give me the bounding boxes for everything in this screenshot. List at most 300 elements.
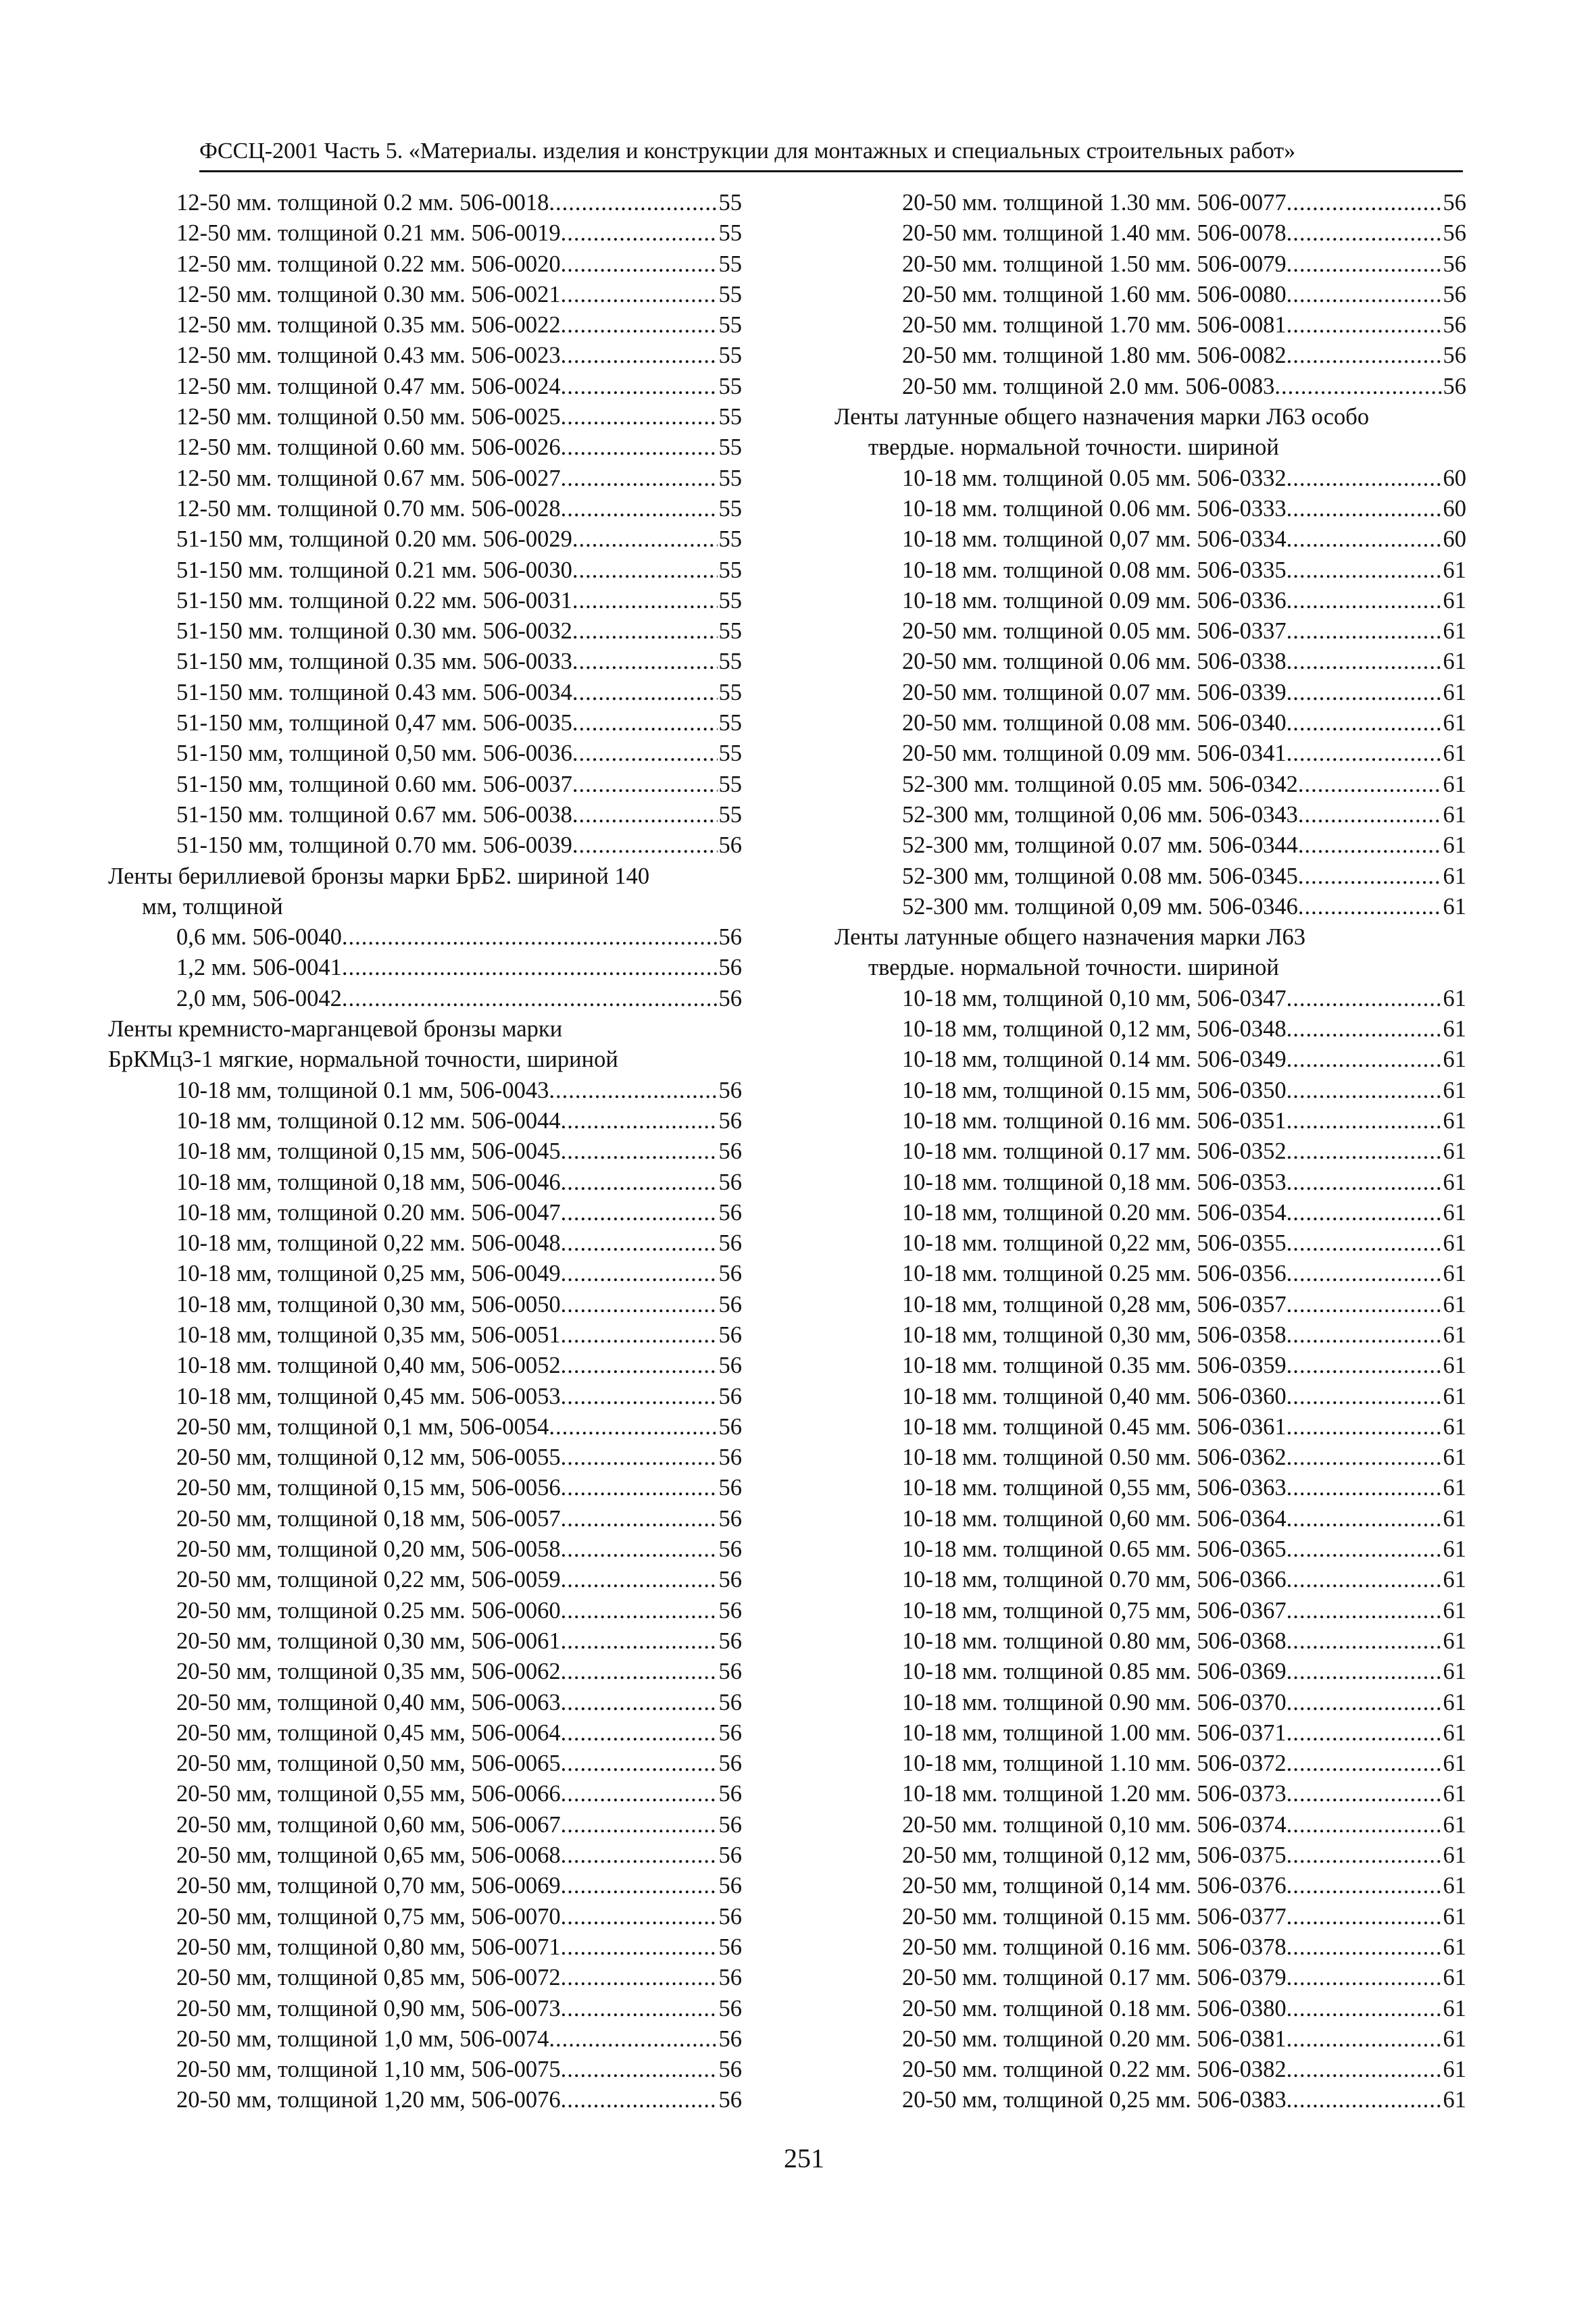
entry-text: 20-50 мм. толщиной 0.05 мм. 506-0337 <box>902 618 1287 645</box>
entry-page-number: 61 <box>1443 2087 1466 2113</box>
dot-leader <box>561 494 718 524</box>
dot-leader <box>561 1136 718 1167</box>
entry-text: 20-50 мм, толщиной 0,15 мм, 506-0056 <box>176 1475 561 1501</box>
index-entry <box>108 2055 742 2085</box>
entry-page-number: 55 <box>718 801 742 828</box>
dot-leader <box>572 647 718 677</box>
index-entry <box>834 1167 1466 1198</box>
index-entry <box>834 586 1466 616</box>
index-entry <box>834 1565 1466 1595</box>
dot-leader <box>549 1076 717 1106</box>
index-entry <box>108 1718 742 1749</box>
entry-page-number: 61 <box>1443 893 1466 920</box>
dot-leader <box>561 1228 718 1259</box>
entry-page-number: 55 <box>718 343 742 369</box>
entry-page-number: 61 <box>1443 1567 1466 1593</box>
entry-text: 51-150 мм. толщиной 0.22 мм. 506-0031 <box>176 587 572 613</box>
entry-text: 12-50 мм. толщиной 0.22 мм. 506-0020 <box>176 251 561 277</box>
index-entry <box>834 1718 1466 1749</box>
index-entry <box>834 1779 1466 1809</box>
index-entry <box>834 1932 1466 1963</box>
entry-page-number: 61 <box>1443 1199 1466 1226</box>
entry-page-number: 61 <box>1443 1322 1466 1348</box>
entry-page-number: 56 <box>718 2087 742 2113</box>
index-entry <box>834 1290 1466 1320</box>
index-entry <box>108 953 742 983</box>
entry-page-number: 61 <box>1443 618 1466 645</box>
entry-page-number: 56 <box>718 1659 742 1685</box>
dot-leader <box>572 586 718 616</box>
index-entry <box>108 494 742 524</box>
entry-text: 20-50 мм, толщиной 0,90 мм, 506-0073 <box>176 1995 561 2021</box>
dot-leader <box>1287 555 1442 586</box>
entry-page-number: 61 <box>1443 1505 1466 1532</box>
entry-text: 20-50 мм, толщиной 0.25 мм. 506-0060 <box>176 1597 561 1624</box>
entry-page-number: 56 <box>718 2057 742 2083</box>
section-heading: Ленты бериллиевой бронзы марки БрБ2. шириной 140 <box>108 863 650 889</box>
dot-leader <box>549 188 717 218</box>
right-column <box>834 188 1466 2116</box>
index-entry <box>834 1442 1466 1473</box>
dot-leader <box>561 1382 718 1412</box>
dot-leader <box>561 1198 718 1228</box>
index-entry <box>108 310 742 341</box>
entry-page-number: 55 <box>718 495 742 522</box>
entry-page-number: 61 <box>1443 1107 1466 1134</box>
index-entry <box>108 1076 742 1106</box>
dot-leader <box>561 1565 718 1595</box>
dot-leader <box>572 524 718 555</box>
dot-leader <box>1287 1382 1442 1412</box>
index-entry <box>108 1840 742 1871</box>
page-header: ФССЦ-2001 Часть 5. «Материалы. изделия и конструкции для монтажных и специальных строительных работ» <box>199 139 1296 164</box>
dot-leader <box>561 1596 718 1626</box>
dot-leader <box>561 432 718 463</box>
entry-page-number: 56 <box>718 1567 742 1593</box>
dot-leader <box>572 616 718 647</box>
index-entry <box>834 1657 1466 1687</box>
dot-leader <box>561 1534 718 1565</box>
entry-page-number: 56 <box>718 1413 742 1440</box>
entry-text: 2,0 мм, 506-0042 <box>176 985 342 1011</box>
dot-leader <box>572 800 718 830</box>
index-entry <box>834 1810 1466 1840</box>
entry-page-number: 61 <box>1443 771 1466 797</box>
entry-page-number: 61 <box>1443 740 1466 767</box>
entry-text: 10-18 мм, толщиной 0,18 мм, 506-0046 <box>176 1169 561 1195</box>
dot-leader <box>572 770 718 800</box>
index-entry <box>834 463 1466 494</box>
dot-leader <box>1287 1871 1442 1901</box>
index-entry <box>108 647 742 677</box>
entry-text: 20-50 мм, толщиной 0,60 мм, 506-0067 <box>176 1811 561 1838</box>
index-entry <box>834 188 1466 218</box>
entry-page-number: 61 <box>1443 1811 1466 1838</box>
entry-page-number: 61 <box>1443 1230 1466 1257</box>
entry-text: 12-50 мм. толщиной 0.47 мм. 506-0024 <box>176 373 561 399</box>
entry-page-number: 56 <box>718 924 742 951</box>
entry-text: 20-50 мм. толщиной 1.60 мм. 506-0080 <box>902 281 1287 307</box>
dot-leader <box>1287 1228 1442 1259</box>
entry-page-number: 55 <box>718 220 742 247</box>
entry-text: 20-50 мм. толщиной 0.07 мм. 506-0339 <box>902 679 1287 705</box>
index-entry <box>108 188 742 218</box>
entry-text: 10-18 мм, толщиной 0,28 мм, 506-0357 <box>902 1291 1287 1317</box>
dot-leader <box>561 1657 718 1687</box>
dot-leader <box>561 1963 718 1993</box>
dot-leader <box>572 678 718 708</box>
dot-leader <box>342 984 718 1014</box>
entry-page-number: 60 <box>1443 526 1466 553</box>
entry-text: 20-50 мм, толщиной 0,65 мм, 506-0068 <box>176 1842 561 1869</box>
dot-leader <box>1287 1718 1442 1749</box>
entry-text: 51-150 мм. толщиной 0.21 мм. 506-0030 <box>176 557 572 583</box>
dot-leader <box>561 1840 718 1871</box>
dot-leader <box>1287 1688 1442 1718</box>
entry-page-number: 61 <box>1443 1291 1466 1317</box>
dot-leader <box>1287 2024 1442 2055</box>
index-entry <box>108 2024 742 2055</box>
entry-text: 10-18 мм. толщиной 0,18 мм. 506-0353 <box>902 1169 1287 1195</box>
dot-leader <box>1287 2085 1442 2115</box>
index-entry <box>108 1657 742 1687</box>
entry-text: 10-18 мм, толщиной 0.14 мм. 506-0349 <box>902 1047 1287 1073</box>
index-entry <box>834 1412 1466 1442</box>
entry-page-number: 56 <box>718 1169 742 1195</box>
entry-text: 10-18 мм. толщиной 0.35 мм. 506-0359 <box>902 1353 1287 1379</box>
index-entry <box>108 1320 742 1351</box>
entry-text: 20-50 мм, толщиной 0,50 мм, 506-0065 <box>176 1751 561 1777</box>
entry-page-number: 55 <box>718 465 742 491</box>
index-entry <box>834 2055 1466 2085</box>
entry-page-number: 56 <box>718 1261 742 1287</box>
dot-leader <box>1298 770 1442 800</box>
entry-text: 51-150 мм, толщиной 0.35 мм. 506-0033 <box>176 649 572 675</box>
entry-text: 10-18 мм. толщиной 0.80 мм, 506-0368 <box>902 1628 1287 1654</box>
dot-leader <box>561 1504 718 1534</box>
dot-leader <box>1287 984 1442 1014</box>
entry-text: 10-18 мм. толщиной 0,55 мм, 506-0363 <box>902 1475 1287 1501</box>
entry-page-number: 60 <box>1443 465 1466 491</box>
index-entry <box>108 1167 742 1198</box>
index-entry <box>834 1871 1466 1901</box>
index-entry <box>108 922 742 953</box>
index-entry <box>834 1136 1466 1167</box>
dot-leader <box>572 708 718 738</box>
dot-leader <box>1287 1076 1442 1106</box>
entry-page-number: 55 <box>718 679 742 705</box>
section-heading: твердые. нормальной точности. шириной <box>868 955 1279 981</box>
index-entry <box>834 861 1466 892</box>
entry-page-number: 55 <box>718 710 742 736</box>
entry-text: 12-50 мм. толщиной 0.30 мм. 506-0021 <box>176 281 561 307</box>
index-entry <box>834 280 1466 310</box>
index-entry <box>834 1626 1466 1657</box>
entry-page-number: 61 <box>1443 863 1466 889</box>
entry-page-number: 61 <box>1443 1016 1466 1042</box>
dot-leader <box>1287 738 1442 769</box>
index-entry <box>834 1749 1466 1779</box>
dot-leader <box>1287 708 1442 738</box>
entry-text: 52-300 мм, толщиной 0,06 мм. 506-0343 <box>902 801 1298 828</box>
entry-text: 10-18 мм. толщиной 0.50 мм. 506-0362 <box>902 1444 1287 1471</box>
entry-page-number: 61 <box>1443 557 1466 583</box>
index-entry <box>834 555 1466 586</box>
entry-text: 10-18 мм, толщиной 0.1 мм, 506-0043 <box>176 1077 549 1103</box>
entry-text: 20-50 мм, толщиной 0,1 мм, 506-0054 <box>176 1413 549 1440</box>
entry-page-number: 56 <box>718 955 742 981</box>
index-entry <box>834 218 1466 249</box>
index-entry <box>108 1932 742 1963</box>
dot-leader <box>1298 861 1442 892</box>
entry-text: 20-50 мм, толщиной 0,45 мм, 506-0064 <box>176 1719 561 1746</box>
index-entry <box>108 616 742 647</box>
entry-text: 20-50 мм, толщиной 0,14 мм. 506-0376 <box>902 1873 1287 1899</box>
dot-leader <box>1287 678 1442 708</box>
entry-page-number: 61 <box>1443 1383 1466 1409</box>
entry-text: 20-50 мм, толщиной 0,25 мм. 506-0383 <box>902 2087 1287 2113</box>
dot-leader <box>1287 1014 1442 1045</box>
index-entry <box>108 463 742 494</box>
entry-text: 52-300 мм, толщиной 0.08 мм. 506-0345 <box>902 863 1298 889</box>
dot-leader <box>1287 1351 1442 1381</box>
section-heading: Ленты латунные общего назначения марки Л63 <box>834 924 1306 951</box>
index-entry <box>108 1688 742 1718</box>
index-entry <box>108 1810 742 1840</box>
entry-text: 12-50 мм. толщиной 0.43 мм. 506-0023 <box>176 343 561 369</box>
entry-text: 20-50 мм, толщиной 1,20 мм, 506-0076 <box>176 2087 561 2113</box>
index-entry <box>834 494 1466 524</box>
entry-page-number: 56 <box>1443 281 1466 307</box>
index-entry <box>108 280 742 310</box>
dot-leader <box>1287 1198 1442 1228</box>
entry-page-number: 56 <box>718 1628 742 1654</box>
dot-leader <box>1287 1504 1442 1534</box>
entry-text: 10-18 мм, толщиной 0.70 мм, 506-0366 <box>902 1567 1287 1593</box>
index-entry <box>834 984 1466 1014</box>
entry-page-number: 61 <box>1443 1781 1466 1807</box>
dot-leader <box>561 280 718 310</box>
index-entry <box>108 1198 742 1228</box>
index-entry <box>834 1076 1466 1106</box>
dot-leader <box>561 1871 718 1901</box>
dot-leader <box>561 1259 718 1289</box>
entry-text: 10-18 мм, толщиной 0,30 мм, 506-0358 <box>902 1322 1287 1348</box>
entry-page-number: 56 <box>718 1138 742 1165</box>
entry-text: 20-50 мм. толщиной 0.09 мм. 506-0341 <box>902 740 1287 767</box>
entry-page-number: 55 <box>718 526 742 553</box>
dot-leader <box>561 402 718 432</box>
index-entry <box>108 1749 742 1779</box>
dot-leader <box>1287 586 1442 616</box>
section-heading: мм, толщиной <box>142 893 283 920</box>
entry-text: 20-50 мм, толщиной 1,0 мм, 506-0074 <box>176 2026 549 2052</box>
entry-text: 10-18 мм, толщиной 0,12 мм, 506-0348 <box>902 1016 1287 1042</box>
entry-page-number: 56 <box>718 1230 742 1257</box>
section-heading: Ленты латунные общего назначения марки Л63 особо <box>834 404 1370 430</box>
entry-page-number: 61 <box>1443 1261 1466 1287</box>
index-entry <box>108 1626 742 1657</box>
entry-text: 51-150 мм, толщиной 0.60 мм. 506-0037 <box>176 771 572 797</box>
entry-page-number: 55 <box>718 251 742 277</box>
entry-page-number: 60 <box>1443 495 1466 522</box>
entry-text: 10-18 мм, толщиной 0,45 мм. 506-0053 <box>176 1383 561 1409</box>
dot-leader <box>1274 372 1441 402</box>
index-entry <box>108 1779 742 1809</box>
dot-leader <box>1287 1565 1442 1595</box>
entry-text: 20-50 мм, толщиной 0,18 мм, 506-0057 <box>176 1505 561 1532</box>
index-entry <box>108 218 742 249</box>
entry-text: 20-50 мм, толщиной 0,20 мм, 506-0058 <box>176 1536 561 1563</box>
dot-leader <box>561 218 718 249</box>
entry-page-number: 61 <box>1443 710 1466 736</box>
index-entry <box>834 2085 1466 2115</box>
entry-page-number: 56 <box>718 1475 742 1501</box>
entry-page-number: 56 <box>718 1291 742 1317</box>
index-entry <box>108 432 742 463</box>
entry-page-number: 61 <box>1443 1444 1466 1471</box>
dot-leader <box>342 953 718 983</box>
dot-leader <box>1287 1932 1442 1963</box>
entry-text: 12-50 мм. толщиной 0.21 мм. 506-0019 <box>176 220 561 247</box>
entry-page-number: 56 <box>718 1995 742 2021</box>
index-entry <box>834 1259 1466 1289</box>
entry-page-number: 61 <box>1443 985 1466 1011</box>
dot-leader <box>561 1167 718 1198</box>
index-entry <box>834 341 1466 371</box>
dot-leader <box>561 1810 718 1840</box>
entry-text: 12-50 мм. толщиной 0.67 мм. 506-0027 <box>176 465 561 491</box>
entry-text: 51-150 мм. толщиной 0.30 мм. 506-0032 <box>176 618 572 645</box>
entry-page-number: 61 <box>1443 1873 1466 1899</box>
section-heading: БрКМц3-1 мягкие, нормальной точности, шириной <box>108 1047 618 1073</box>
index-entry <box>834 1963 1466 1993</box>
entry-text: 20-50 мм, толщиной 0,80 мм, 506-0071 <box>176 1934 561 1960</box>
entry-page-number: 56 <box>718 1689 742 1715</box>
entry-page-number: 61 <box>1443 1719 1466 1746</box>
index-entry <box>108 1994 742 2024</box>
dot-leader <box>1287 1045 1442 1075</box>
entry-text: 20-50 мм. толщиной 1.80 мм. 506-0082 <box>902 343 1287 369</box>
entry-text: 10-18 мм. толщиной 0.17 мм. 506-0352 <box>902 1138 1287 1165</box>
dot-leader <box>1287 463 1442 494</box>
dot-leader <box>561 1779 718 1809</box>
entry-text: 10-18 мм. толщиной 0.85 мм. 506-0369 <box>902 1659 1287 1685</box>
index-entry <box>108 830 742 861</box>
index-entry <box>834 1014 1466 1045</box>
entry-text: 20-50 мм. толщиной 0.08 мм. 506-0340 <box>902 710 1287 736</box>
dot-leader <box>561 372 718 402</box>
dot-leader <box>561 1320 718 1351</box>
dot-leader <box>1287 1779 1442 1809</box>
dot-leader <box>561 1351 718 1381</box>
entry-page-number: 56 <box>718 1751 742 1777</box>
dot-leader <box>1287 1136 1442 1167</box>
index-entry <box>108 402 742 432</box>
entry-text: 10-18 мм. толщиной 0.06 мм. 506-0333 <box>902 495 1287 522</box>
entry-page-number: 55 <box>718 618 742 645</box>
entry-page-number: 56 <box>718 1077 742 1103</box>
index-entry <box>834 310 1466 341</box>
entry-text: 10-18 мм. толщиной 0,60 мм. 506-0364 <box>902 1505 1287 1532</box>
entry-page-number: 56 <box>718 985 742 1011</box>
entry-page-number: 56 <box>718 1199 742 1226</box>
entry-page-number: 56 <box>718 1934 742 1960</box>
index-entry <box>108 1963 742 1993</box>
index-entry <box>108 524 742 555</box>
dot-leader <box>1287 616 1442 647</box>
entry-text: 52-300 мм, толщиной 0.07 мм. 506-0344 <box>902 832 1298 859</box>
entry-page-number: 55 <box>718 557 742 583</box>
entry-page-number: 55 <box>718 281 742 307</box>
index-entry <box>108 800 742 830</box>
entry-text: 10-18 мм. толщиной 1.20 мм. 506-0373 <box>902 1781 1287 1807</box>
entry-text: 52-300 мм. толщиной 0.05 мм. 506-0342 <box>902 771 1298 797</box>
entry-page-number: 61 <box>1443 1597 1466 1624</box>
dot-leader <box>561 310 718 341</box>
entry-text: 52-300 мм. толщиной 0,09 мм. 506-0346 <box>902 893 1298 920</box>
entry-text: 10-18 мм, толщиной 0.20 мм. 506-0354 <box>902 1199 1287 1226</box>
entry-page-number: 55 <box>718 434 742 461</box>
entry-text: 10-18 мм, толщиной 0,10 мм, 506-0347 <box>902 985 1287 1011</box>
entry-text: 20-50 мм. толщиной 0.15 мм. 506-0377 <box>902 1903 1287 1930</box>
index-entry <box>834 708 1466 738</box>
entry-page-number: 56 <box>1443 190 1466 216</box>
index-entry <box>108 372 742 402</box>
entry-text: 10-18 мм, толщиной 0,25 мм, 506-0049 <box>176 1261 561 1287</box>
entry-page-number: 61 <box>1443 2057 1466 2083</box>
index-entry <box>108 1534 742 1565</box>
entry-text: 20-50 мм, толщиной 0,35 мм, 506-0062 <box>176 1659 561 1685</box>
dot-leader <box>561 1718 718 1749</box>
index-entry <box>108 1902 742 1932</box>
index-entry <box>108 1871 742 1901</box>
dot-leader <box>572 738 718 769</box>
index-entry <box>108 1442 742 1473</box>
entry-page-number: 56 <box>1443 220 1466 247</box>
entry-text: 10-18 мм. толщиной 0.05 мм. 506-0332 <box>902 465 1287 491</box>
index-entry <box>834 1320 1466 1351</box>
index-entry <box>834 678 1466 708</box>
index-entry <box>834 1994 1466 2024</box>
entry-text: 20-50 мм, толщиной 0,12 мм, 506-0055 <box>176 1444 561 1471</box>
dot-leader <box>1287 1259 1442 1289</box>
entry-text: 10-18 мм, толщиной 0,30 мм, 506-0050 <box>176 1291 561 1317</box>
index-entry <box>108 1473 742 1503</box>
entry-text: 10-18 мм, толщиной 0,75 мм, 506-0367 <box>902 1597 1287 1624</box>
entry-text: 0,6 мм. 506-0040 <box>176 924 342 951</box>
index-entry <box>834 524 1466 555</box>
entry-text: 20-50 мм. толщиной 1.70 мм. 506-0081 <box>902 312 1287 338</box>
index-entry <box>834 1045 1466 1075</box>
entry-text: 20-50 мм, толщиной 0,55 мм, 506-0066 <box>176 1781 561 1807</box>
entry-text: 10-18 мм. толщиной 0.09 мм. 506-0336 <box>902 587 1287 613</box>
index-entry <box>834 1534 1466 1565</box>
entry-page-number: 61 <box>1443 1077 1466 1103</box>
index-entry <box>834 738 1466 769</box>
index-entry <box>834 770 1466 800</box>
dot-leader <box>1287 218 1442 249</box>
entry-text: 12-50 мм. толщиной 0.50 мм. 506-0025 <box>176 404 561 430</box>
dot-leader <box>1287 1810 1442 1840</box>
section-heading: Ленты кремнисто-марганцевой бронзы марки <box>108 1016 563 1042</box>
entry-text: 51-150 мм, толщиной 0.70 мм. 506-0039 <box>176 832 572 859</box>
dot-leader <box>572 555 718 586</box>
entry-text: 20-50 мм. толщиной 2.0 мм. 506-0083 <box>902 373 1275 399</box>
entry-page-number: 61 <box>1443 1138 1466 1165</box>
dot-leader <box>1287 2055 1442 2085</box>
entry-page-number: 56 <box>1443 251 1466 277</box>
